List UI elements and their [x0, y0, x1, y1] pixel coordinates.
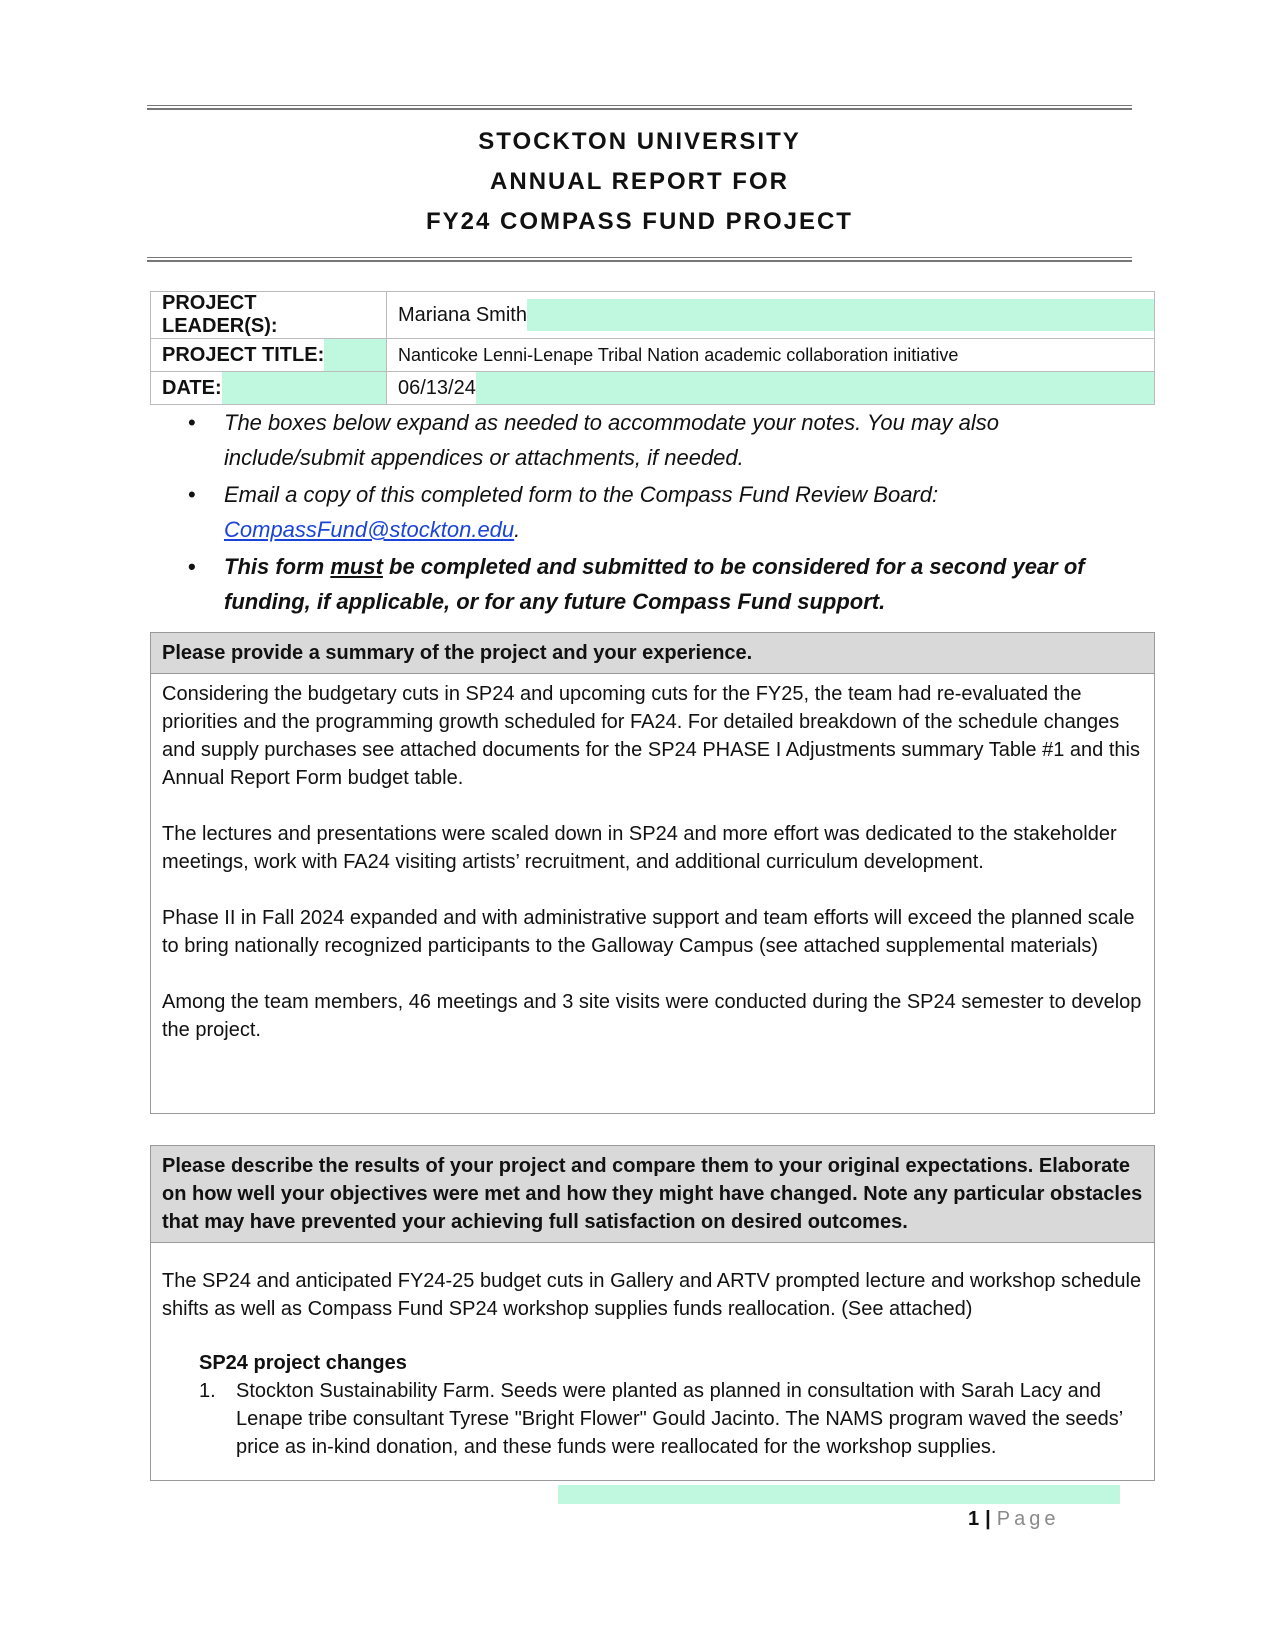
list-item: [224, 549, 1140, 619]
page-separator: |: [985, 1508, 991, 1530]
email-link[interactable]: CompassFund@stockton.edu: [224, 517, 515, 542]
date-label: DATE:: [162, 376, 222, 399]
field-highlight: [324, 339, 386, 371]
changes-list: [162, 1377, 1143, 1461]
results-body[interactable]: [151, 1243, 1154, 1481]
changes-subheading: SP24 project changes: [199, 1352, 407, 1374]
field-highlight: [222, 372, 386, 404]
list-item: [224, 477, 1140, 547]
project-leader-value: Mariana Smith: [398, 303, 527, 326]
summary-paragraph-3: Phase II in Fall 2024 expanded and with administrative support and team efforts will exceed the planned scale to bring nationally recognized participants to the Galloway Campus (see attached supplemental materials): [162, 907, 1135, 957]
instruction-3-pre: This form: [224, 554, 331, 579]
project-title-label: PROJECT TITLE:: [162, 343, 325, 366]
change-text: Stockton Sustainability Farm. Seeds were planted as planned in consultation with Sarah Lacy and Lenape tribe consultant Tyrese "Bright Flower" Gould Jacinto. The NAMS program waved the seeds’ price as in-kind donation, and these funds were reallocated for the workshop supplies.: [236, 1380, 1123, 1458]
summary-paragraph-4: Among the team members, 46 meetings and 3 site visits were conducted during the SP24 semester to develop the project.: [162, 991, 1142, 1041]
summary-box[interactable]: [150, 632, 1155, 1114]
list-item: [162, 1377, 1143, 1461]
instruction-3-post: be completed and submitted to be considered for a second year of funding, if applicable, or for any future Compass Fund support.: [224, 554, 1085, 614]
field-highlight: [476, 372, 1154, 404]
page-number: [968, 1508, 1059, 1531]
instruction-2-text: Email a copy of this completed form to the Compass Fund Review Board:: [224, 482, 939, 507]
date-field[interactable]: [387, 372, 1155, 405]
project-title-value[interactable]: Nanticoke Lenni-Lenape Tribal Nation academic collaboration initiative: [387, 339, 1155, 372]
table-row: [151, 292, 1155, 339]
page-number-value: 1: [968, 1508, 980, 1530]
project-title-label-cell: [151, 339, 387, 372]
page-word: Page: [996, 1508, 1060, 1530]
date-value: 06/13/24: [398, 376, 476, 399]
report-title: [147, 122, 1132, 242]
table-row: [151, 372, 1155, 405]
table-row: [151, 339, 1155, 372]
instruction-1: The boxes below expand as needed to accommodate your notes. You may also include/submit appendices or attachments, if needed.: [224, 410, 999, 470]
instructions-list: [150, 405, 1140, 621]
title-line-3: FY24 COMPASS FUND PROJECT: [426, 208, 853, 235]
project-leader-label: PROJECT LEADER(S):: [151, 292, 387, 339]
footer-highlight: [558, 1485, 1120, 1504]
results-intro: The SP24 and anticipated FY24-25 budget cuts in Gallery and ARTV prompted lecture and workshop schedule shifts as well as Compass Fund SP24 workshop supplies funds reallocation. (See attached): [162, 1270, 1142, 1320]
instruction-2-end: .: [514, 517, 521, 542]
project-leader-field[interactable]: [387, 292, 1155, 339]
instruction-3-must: must: [330, 554, 383, 579]
header-rule-top: [147, 105, 1132, 110]
summary-paragraph-2: The lectures and presentations were scaled down in SP24 and more effort was dedicated to the stakeholder meetings, work with FA24 visiting artists’ recruitment, and additional curriculum development.: [162, 823, 1117, 873]
list-item: [224, 405, 1140, 475]
date-label-cell: [151, 372, 387, 405]
title-line-1: STOCKTON UNIVERSITY: [478, 128, 801, 155]
results-box[interactable]: [150, 1145, 1155, 1481]
title-line-2: ANNUAL REPORT FOR: [490, 168, 789, 195]
change-number: 1.: [199, 1380, 216, 1402]
header-rule-bottom: [147, 257, 1132, 262]
summary-body[interactable]: [151, 674, 1154, 1064]
field-highlight: [527, 299, 1154, 331]
results-heading: Please describe the results of your project and compare them to your original expectations. Elaborate on how well your objectives were met and how they might have changed. Note any particular obstacles that may have prevented your achieving full satisfaction on desired outcomes.: [151, 1146, 1154, 1243]
project-info-table: [150, 291, 1155, 405]
summary-heading: Please provide a summary of the project and your experience.: [151, 633, 1154, 674]
summary-paragraph-1: Considering the budgetary cuts in SP24 and upcoming cuts for the FY25, the team had re-evaluated the priorities and the programming growth scheduled for FA24. For detailed breakdown of the schedule changes and supply purchases see attached documents for the SP24 PHASE I Adjustments summary Table #1 and this Annual Report Form budget table.: [162, 683, 1140, 789]
